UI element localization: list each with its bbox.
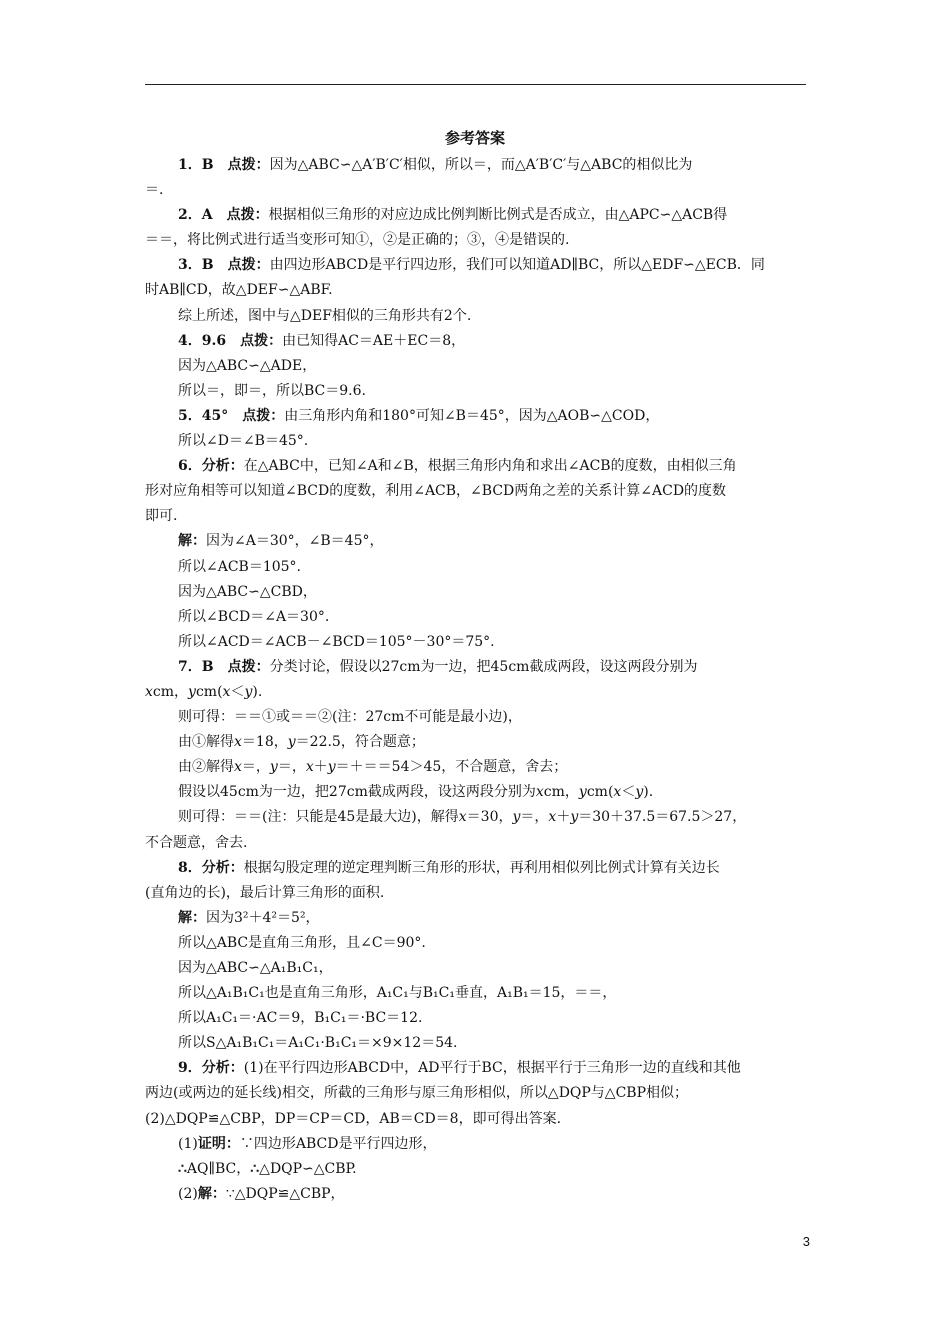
- text-segment: ＋: [313, 759, 328, 776]
- text-line: [145, 253, 806, 278]
- text-segment: AQ∥BC，: [186, 1160, 251, 1177]
- text-segment: 根据勾股定理的逆定理判断三角形的形状，再利用相似列比例式计算有关边长: [243, 859, 720, 876]
- text-segment: ＝＝，将比例式进行适当变形可知①，②是正确的；③，④是错误的.: [145, 232, 570, 249]
- text-segment: 8．分析：: [178, 859, 244, 876]
- text-line: [145, 404, 806, 429]
- text-segment: 则可得：＝＝(注：只能是45是最大边)，解得: [178, 809, 459, 826]
- text-segment: △DQP∽△CBP.: [259, 1160, 357, 1177]
- text-segment: 因为∠A＝30°，∠B＝45°，: [206, 533, 384, 550]
- text-segment: 所以＝，即＝，所以BC＝9.6.: [178, 382, 366, 399]
- text-segment: y: [512, 809, 521, 826]
- text-segment: 解：: [178, 909, 206, 926]
- text-line: [145, 580, 806, 605]
- text-segment: ＋: [556, 809, 571, 826]
- text-segment: 点拨：: [242, 407, 285, 424]
- text-line: [145, 329, 806, 354]
- text-segment: 1．B: [178, 157, 228, 173]
- text-segment: ＝，: [241, 759, 270, 776]
- text-segment: y: [635, 784, 644, 801]
- text-segment: ∴: [178, 1160, 187, 1177]
- text-segment: ∵△DQP≌△CBP，: [225, 1185, 345, 1202]
- text-segment: 所以A₁C₁＝·AC＝9，B₁C₁＝·BC＝12.: [178, 1010, 423, 1027]
- text-segment: 由四边形ABCD是平行四边形，我们可以知道AD∥BC，所以△EDF∽△ECB．同: [269, 257, 765, 274]
- text-segment: x: [222, 683, 231, 700]
- text-segment: ＝，: [520, 809, 549, 826]
- page-title: 参考答案: [444, 129, 505, 147]
- text-segment: 不合题意，舍去.: [145, 834, 248, 851]
- text-segment: (2)△DQP≌△CBP，DP＝CP＝CD，AB＝CD＝8，即可得出答案.: [145, 1110, 562, 1127]
- text-segment: x: [234, 734, 242, 751]
- text-line: [145, 555, 806, 580]
- text-segment: y: [188, 683, 196, 700]
- text-line: [145, 153, 806, 178]
- text-segment: y: [244, 683, 253, 700]
- text-segment: ＝18，: [241, 734, 288, 751]
- text-segment: x: [305, 759, 314, 776]
- text-segment: 所以∠ACD＝∠ACB－∠BCD＝105°－30°＝75°.: [178, 633, 495, 650]
- text-segment: y: [327, 759, 336, 776]
- text-segment: 由三角形内角和180°可知∠B＝45°，因为△AOB∽△COD，: [284, 407, 660, 424]
- text-line: [145, 454, 806, 479]
- text-segment: 解：: [197, 1185, 226, 1202]
- text-line: [145, 956, 806, 981]
- text-segment: ＝22.5，符合题意；: [295, 734, 425, 751]
- text-segment: (2): [178, 1185, 198, 1202]
- text-segment: 点拨：: [226, 207, 269, 224]
- text-segment: (1)在平行四边形ABCD中，AD平行于BC，根据平行于三角形一边的直线和其他: [243, 1060, 741, 1077]
- text-line: [145, 1182, 806, 1207]
- text-line: [145, 1006, 806, 1031]
- text-line: [145, 755, 806, 780]
- text-segment: 9．分析：: [178, 1060, 244, 1077]
- text-segment: 点拨：: [227, 658, 270, 675]
- text-segment: 即可.: [145, 508, 178, 525]
- text-segment: y: [269, 759, 278, 776]
- text-line: [145, 228, 806, 253]
- text-segment: 点拨：: [227, 257, 270, 274]
- text-line: [145, 780, 806, 805]
- text-segment: 证明：: [197, 1135, 240, 1152]
- text-line: [145, 354, 806, 379]
- text-line: [145, 1132, 806, 1157]
- text-segment: 由已知得AC＝AE＋EC＝8，: [282, 332, 466, 349]
- text-line: [145, 178, 806, 203]
- text-segment: x: [548, 809, 557, 826]
- text-segment: 综上所述，图中与△DEF相似的三角形共有2个.: [178, 307, 472, 324]
- text-segment: cm(: [195, 683, 223, 700]
- text-segment: 两边(或两边的延长线)相交，所截的三角形与原三角形相似，所以△DQP与△CBP相似；: [145, 1085, 688, 1102]
- text-segment: 根据相似三角形的对应边成比例判断比例式是否成立，由△APC∽△ACB得: [268, 207, 728, 224]
- text-line: [145, 931, 806, 956]
- text-line: [145, 379, 806, 404]
- text-segment: 由②解得: [178, 759, 234, 776]
- page-number: 3: [802, 1234, 810, 1249]
- text-segment: 点拨：: [240, 332, 283, 349]
- text-line: [145, 529, 806, 554]
- text-line: [145, 1031, 806, 1056]
- text-line: [145, 203, 806, 228]
- text-segment: 因为△ABC∽△A₁B₁C₁，: [178, 960, 333, 976]
- text-segment: 6．分析：: [178, 458, 244, 475]
- text-segment: cm，: [152, 683, 189, 700]
- text-segment: ＝.: [145, 182, 164, 199]
- text-segment: 因为△ABC∽△A′B′C′相似，所以＝，而△A′B′C′与△ABC的相似比为: [269, 157, 693, 173]
- text-segment: y: [578, 784, 587, 801]
- text-line: [145, 981, 806, 1006]
- text-segment: 4．9.6: [178, 332, 241, 349]
- text-segment: y: [570, 809, 579, 826]
- text-line: [145, 831, 806, 856]
- text-segment: ＝＋＝＝54＞45，不合题意，舍去；: [335, 759, 568, 776]
- text-segment: 因为△ABC∽△CBD，: [178, 583, 317, 600]
- text-line: [145, 278, 806, 303]
- text-segment: ＝30，: [466, 809, 513, 826]
- text-segment: 解：: [178, 533, 206, 550]
- text-line: [145, 655, 806, 680]
- text-segment: ＝，: [277, 759, 306, 776]
- text-segment: x: [234, 759, 242, 776]
- text-segment: 因为△ABC∽△ADE，: [178, 357, 317, 374]
- text-segment: 分类讨论，假设以27cm为一边，把45cm截成两段，设这两段分别为: [269, 658, 698, 675]
- text-segment: ∴: [250, 1160, 260, 1177]
- text-segment: x: [535, 784, 544, 801]
- text-segment: cm(: [586, 784, 614, 801]
- text-line: [145, 630, 806, 655]
- text-segment: 所以∠BCD＝∠A＝30°.: [178, 608, 330, 625]
- text-segment: 2．A: [178, 207, 227, 224]
- text-line: [145, 1056, 806, 1081]
- text-segment: 所以△A₁B₁C₁也是直角三角形，A₁C₁与B₁C₁垂直，A₁B₁＝15，＝＝，: [178, 985, 617, 1002]
- text-segment: (1): [178, 1135, 198, 1152]
- text-segment: 假设以45cm为一边，把27cm截成两段，设这两段分别为: [178, 784, 536, 801]
- text-line: [145, 1107, 806, 1132]
- text-segment: 所以∠D＝∠B＝45°.: [178, 433, 309, 450]
- text-line: [145, 705, 806, 730]
- text-line: [145, 504, 806, 529]
- text-segment: ＜: [621, 784, 636, 801]
- answer-body: [145, 153, 806, 1207]
- text-segment: 因为3²＋4²＝5²，: [206, 909, 320, 926]
- text-line: [145, 1081, 806, 1106]
- text-segment: ).: [643, 784, 654, 801]
- text-segment: cm，: [543, 784, 579, 801]
- header-rule: [145, 84, 806, 85]
- text-line: [145, 605, 806, 630]
- text-line: [145, 429, 806, 454]
- text-segment: 点拨：: [227, 157, 270, 173]
- text-segment: 所以△ABC是直角三角形，且∠C＝90°.: [178, 934, 426, 951]
- text-segment: x: [145, 683, 153, 700]
- text-line: [145, 1157, 806, 1182]
- text-segment: ＜: [230, 683, 245, 700]
- text-line: [145, 881, 806, 906]
- text-segment: 所以∠ACB＝105°.: [178, 558, 302, 575]
- text-segment: 在△ABC中，已知∠A和∠B，根据三角形内角和求出∠ACB的度数，由相似三角: [243, 458, 737, 475]
- text-segment: 3．B: [178, 257, 228, 274]
- text-line: [145, 856, 806, 881]
- text-segment: 所以S△A₁B₁C₁＝A₁C₁·B₁C₁＝×9×12＝54.: [178, 1035, 458, 1052]
- text-segment: 5．45°: [178, 407, 243, 424]
- text-line: [145, 479, 806, 504]
- text-segment: ∵四边形ABCD是平行四边形，: [239, 1135, 437, 1152]
- text-segment: 形对应角相等可以知道∠BCD的度数，利用∠ACB，∠BCD两角之差的关系计算∠ACD的度数: [145, 483, 727, 500]
- text-segment: 则可得：＝＝①或＝＝②(注：27cm不可能是最小边)，: [178, 709, 522, 726]
- text-segment: ).: [252, 683, 263, 700]
- text-segment: (直角边的长)，最后计算三角形的面积.: [145, 884, 385, 901]
- text-segment: x: [458, 809, 467, 826]
- text-line: [145, 730, 806, 755]
- text-segment: 7．B: [178, 658, 228, 675]
- text-line: [145, 906, 806, 931]
- text-line: [145, 304, 806, 329]
- text-line: [145, 680, 806, 705]
- text-segment: 时AB∥CD，故△DEF∽△ABF.: [145, 282, 333, 299]
- text-line: [145, 805, 806, 830]
- text-segment: ＝30＋37.5＝67.5＞27，: [578, 809, 747, 826]
- text-segment: 由①解得: [178, 734, 234, 751]
- text-segment: x: [613, 784, 622, 801]
- text-segment: y: [287, 734, 296, 751]
